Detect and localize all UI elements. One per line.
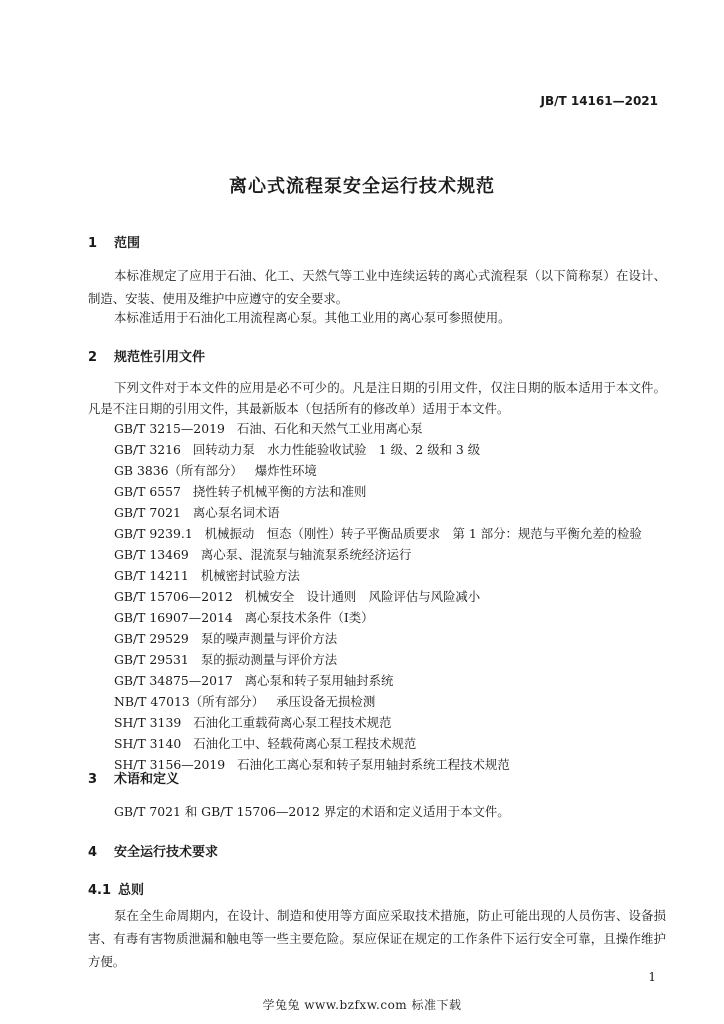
reference-title: 爆炸性环境 — [254, 463, 317, 478]
reference-code: GB/T 14211 — [114, 568, 189, 583]
standard-code: JB/T 14161—2021 — [540, 94, 658, 108]
reference-code: GB/T 3215—2019 — [114, 421, 225, 436]
reference-title: 泵的噪声测量与评价方法 — [200, 631, 338, 646]
reference-title: 石油化工重载荷离心泵工程技术规范 — [193, 715, 392, 730]
reference-code: GB/T 13469 — [114, 547, 189, 562]
reference-code: GB/T 16907—2014 — [114, 610, 233, 625]
section-number: 3 — [88, 772, 98, 787]
reference-title: 泵的振动测量与评价方法 — [200, 652, 338, 667]
section-3-heading — [88, 768, 179, 787]
reference-list — [114, 418, 642, 775]
section-4-1-heading — [88, 879, 144, 898]
reference-title: 挠性转子机械平衡的方法和准则 — [192, 484, 367, 499]
reference-title: 石油、石化和天然气工业用离心泵 — [236, 421, 423, 436]
general-paragraph: 泵在全生命周期内，在设计、制造和使用等方面应采取技术措施，防止可能出现的人员伤害、设备损害、有毒有害物质泄漏和触电等一些主要危险。泵应保证在规定的工作条件下运行安全可靠，且操作维护方便。 — [88, 908, 666, 969]
reference-item — [114, 586, 642, 607]
reference-code: GB/T 29531 — [114, 652, 189, 667]
reference-item — [114, 439, 642, 460]
section-number: 4 — [88, 845, 98, 860]
reference-code: GB/T 7021 — [114, 505, 181, 520]
reference-item — [114, 523, 642, 544]
reference-title: 离心泵名词术语 — [192, 505, 280, 520]
reference-title: 离心泵、混流泵与轴流泵系统经济运行 — [200, 547, 412, 562]
reference-code: SH/T 3140 — [114, 736, 182, 751]
page-number: 1 — [648, 970, 656, 984]
reference-code: GB 3836（所有部分） — [114, 463, 243, 478]
reference-item — [114, 649, 642, 670]
terms-paragraph: GB/T 7021 和 GB/T 15706—2012 界定的术语和定义适用于本文件。 — [114, 804, 510, 819]
section-number: 4.1 — [88, 883, 112, 898]
footer-watermark: 学兔兔 www.bzfxw.com 标准下载 — [262, 998, 462, 1012]
reference-code: GB/T 9239.1 — [114, 526, 193, 541]
reference-code: GB/T 6557 — [114, 484, 181, 499]
reference-item — [114, 691, 642, 712]
reference-code: GB/T 3216 — [114, 442, 181, 457]
reference-item — [114, 418, 642, 439]
references-intro: 下列文件对于本文件的应用是必不可少的。凡是注日期的引用文件，仅注日期的版本适用于本文件。凡是不注日期的引用文件，其最新版本（包括所有的修改单）适用于本文件。 — [88, 380, 666, 416]
reference-item — [114, 460, 642, 481]
reference-title: 承压设备无损检测 — [276, 694, 376, 709]
section-title: 规范性引用文件 — [114, 350, 206, 365]
section-number: 1 — [88, 236, 98, 251]
reference-item — [114, 712, 642, 733]
reference-code: SH/T 3139 — [114, 715, 182, 730]
reference-item — [114, 481, 642, 502]
reference-item — [114, 502, 642, 523]
section-4-heading — [88, 841, 218, 860]
reference-item — [114, 565, 642, 586]
section-1-heading — [88, 232, 140, 251]
section-2-heading — [88, 346, 205, 365]
scope-paragraph-2: 本标准适用于石油化工用流程离心泵。其他工业用的离心泵可参照使用。 — [114, 310, 511, 325]
reference-title: 石油化工中、轻载荷离心泵工程技术规范 — [193, 736, 417, 751]
reference-title: 离心泵和转子泵用轴封系统 — [244, 673, 394, 688]
section-title: 安全运行技术要求 — [114, 845, 219, 860]
reference-item — [114, 733, 642, 754]
scope-paragraph-1: 本标准规定了应用于石油、化工、天然气等工业中连续运转的离心式流程泵（以下简称泵）在设计、制造、安装、使用及维护中应遵守的安全要求。 — [88, 268, 666, 306]
reference-code: GB/T 15706—2012 — [114, 589, 233, 604]
section-title: 范围 — [114, 236, 141, 251]
reference-item — [114, 607, 642, 628]
reference-code: NB/T 47013（所有部分） — [114, 694, 265, 709]
reference-code: GB/T 34875—2017 — [114, 673, 233, 688]
reference-item — [114, 670, 642, 691]
reference-item — [114, 754, 642, 775]
reference-code: GB/T 29529 — [114, 631, 189, 646]
reference-title: 石油化工离心泵和转子泵用轴封系统工程技术规范 — [237, 757, 510, 772]
reference-title: 机械密封试验方法 — [200, 568, 300, 583]
reference-title: 机械安全 设计通则 风险评估与风险减小 — [244, 589, 481, 604]
reference-item — [114, 544, 642, 565]
section-number: 2 — [88, 350, 98, 365]
document-title: 离心式流程泵安全运行技术规范 — [229, 176, 495, 197]
reference-title: 离心泵技术条件（Ⅰ类） — [244, 610, 374, 625]
section-title: 术语和定义 — [114, 772, 180, 787]
reference-title: 回转动力泵 水力性能验收试验 1 级、2 级和 3 级 — [192, 442, 481, 457]
reference-code: SH/T 3156—2019 — [114, 757, 226, 772]
reference-title: 机械振动 恒态（刚性）转子平衡品质要求 第 1 部分：规范与平衡允差的检验 — [204, 526, 642, 541]
reference-item — [114, 628, 642, 649]
section-title: 总则 — [118, 883, 145, 898]
